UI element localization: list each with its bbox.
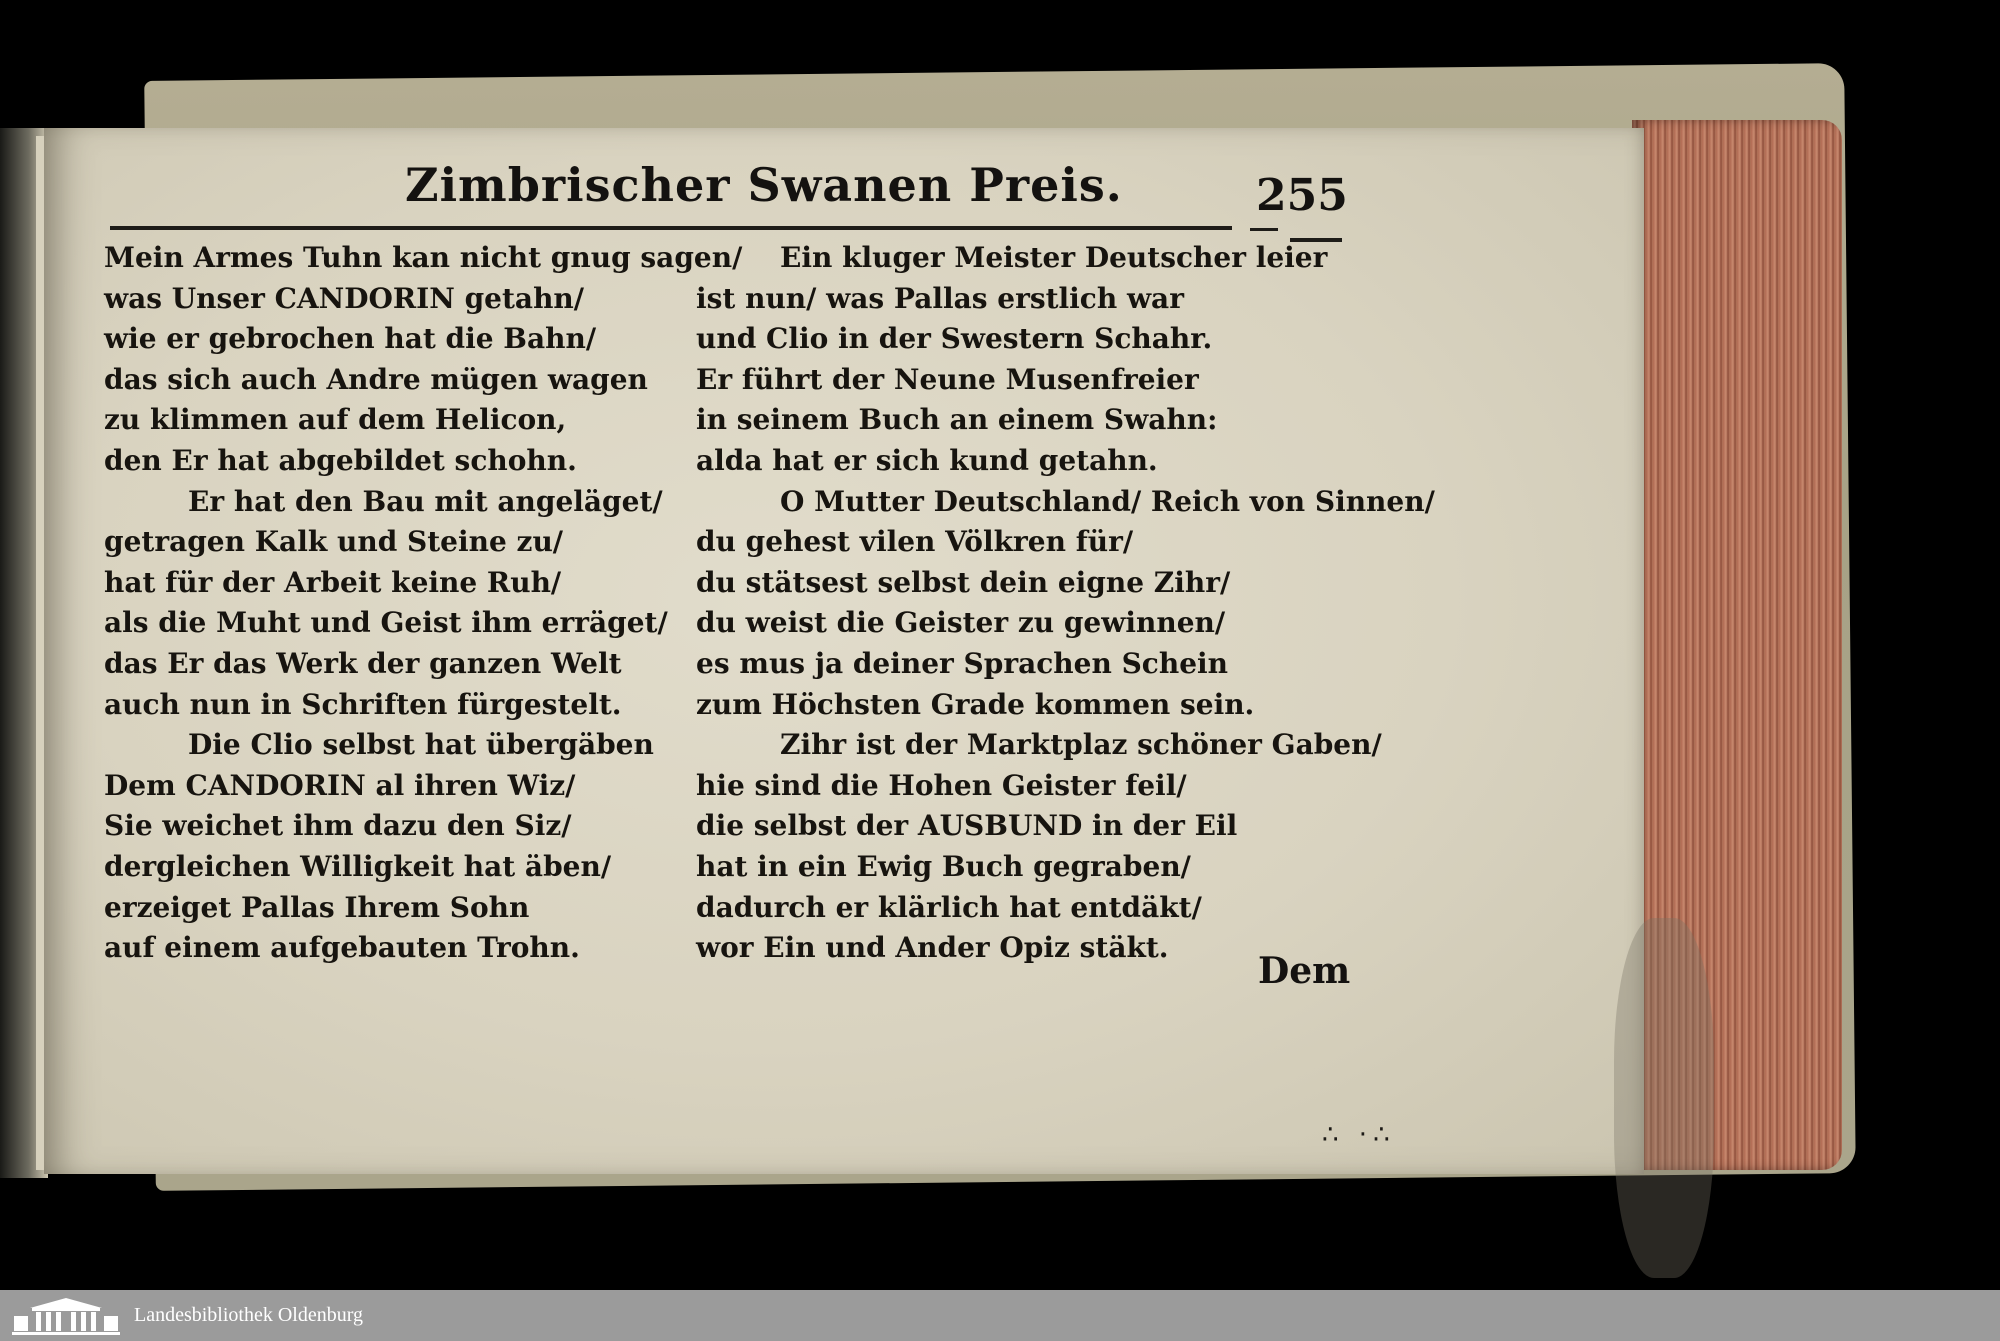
- verse-line: getragen Kalk und Steine zu/: [104, 525, 564, 559]
- verse-line: das sich auch Andre mügen wagen: [104, 362, 648, 396]
- page-number: 255: [1256, 170, 1348, 221]
- signature-marks: ∴ ·∴: [1322, 1120, 1396, 1150]
- stanza-first-line: Zihr ist der Marktplaz schöner Gaben/: [780, 728, 1382, 762]
- verse-line: was Unser CANDORIN getahn/: [104, 281, 585, 315]
- catchword: Dem: [1258, 950, 1351, 992]
- stanza-first-line: Ein kluger Meister Deutscher leier: [780, 241, 1328, 274]
- verse-line: Mein Armes Tuhn kan nicht gnug sagen/: [104, 241, 743, 274]
- verse-line: du gehest vilen Völkren für/: [696, 525, 1134, 559]
- verse-line: erzeiget Pallas Ihrem Sohn: [104, 890, 530, 924]
- verse-line: du stätsest selbst dein eigne Zihr/: [696, 565, 1231, 599]
- header-rule-segment: [1250, 228, 1278, 231]
- verse-line: hat für der Arbeit keine Ruh/: [104, 565, 562, 599]
- verse-line: dergleichen Willigkeit hat äben/: [104, 849, 612, 883]
- verse-line: und Clio in der Swestern Schahr.: [696, 322, 1213, 356]
- verse-line: auch nun in Schriften fürgestelt.: [104, 687, 622, 721]
- verse-line: hat in ein Ewig Buch gegraben/: [696, 849, 1191, 883]
- library-building-logo-icon: [10, 1296, 122, 1336]
- verse-line: zum Höchsten Grade kommen sein.: [696, 687, 1255, 721]
- verse-line: zu klimmen auf dem Helicon,: [104, 403, 567, 437]
- stanza-first-line: Er hat den Bau mit angeläget/: [188, 484, 663, 518]
- verse-line: hie sind die Hohen Geister feil/: [696, 768, 1187, 802]
- text-column-right: [696, 238, 1435, 969]
- verse-line: auf einem aufgebauten Trohn.: [104, 931, 580, 965]
- verse-line: in seinem Buch an einem Swahn:: [696, 403, 1218, 437]
- verse-line: es mus ja deiner Sprachen Schein: [696, 646, 1228, 680]
- stanza-first-line: O Mutter Deutschland/ Reich von Sinnen/: [780, 484, 1435, 518]
- verse-line: ist nun/ was Pallas erstlich war: [696, 281, 1184, 315]
- verse-line: alda hat er sich kund getahn.: [696, 443, 1158, 477]
- institution-name: Landesbibliothek Oldenburg: [134, 1304, 364, 1326]
- verse-line: du weist die Geister zu gewinnen/: [696, 606, 1226, 640]
- verse-line: dadurch er klärlich hat entdäkt/: [696, 890, 1202, 924]
- running-header: Zimbrischer Swanen Preis.: [405, 158, 1123, 212]
- verse-line: Dem CANDORIN al ihren Wiz/: [104, 768, 576, 802]
- verse-line: das Er das Werk der ganzen Welt: [104, 646, 622, 680]
- verse-line: den Er hat abgebildet schohn.: [104, 443, 577, 477]
- verse-line: als die Muht und Geist ihm erräget/: [104, 606, 668, 640]
- stanza-first-line: Die Clio selbst hat übergäben: [188, 728, 654, 762]
- verse-line: wor Ein und Ander Opiz stäkt.: [696, 931, 1169, 965]
- verse-line: Sie weichet ihm dazu den Siz/: [104, 809, 572, 843]
- verse-line: die selbst der AUSBUND in der Eil: [696, 809, 1238, 843]
- verse-line: Er führt der Neune Musenfreier: [696, 362, 1199, 396]
- paper-stain: [1614, 918, 1714, 1278]
- header-rule: [110, 226, 1232, 230]
- text-column-left: [104, 238, 743, 969]
- verse-line: wie er gebrochen hat die Bahn/: [104, 322, 597, 356]
